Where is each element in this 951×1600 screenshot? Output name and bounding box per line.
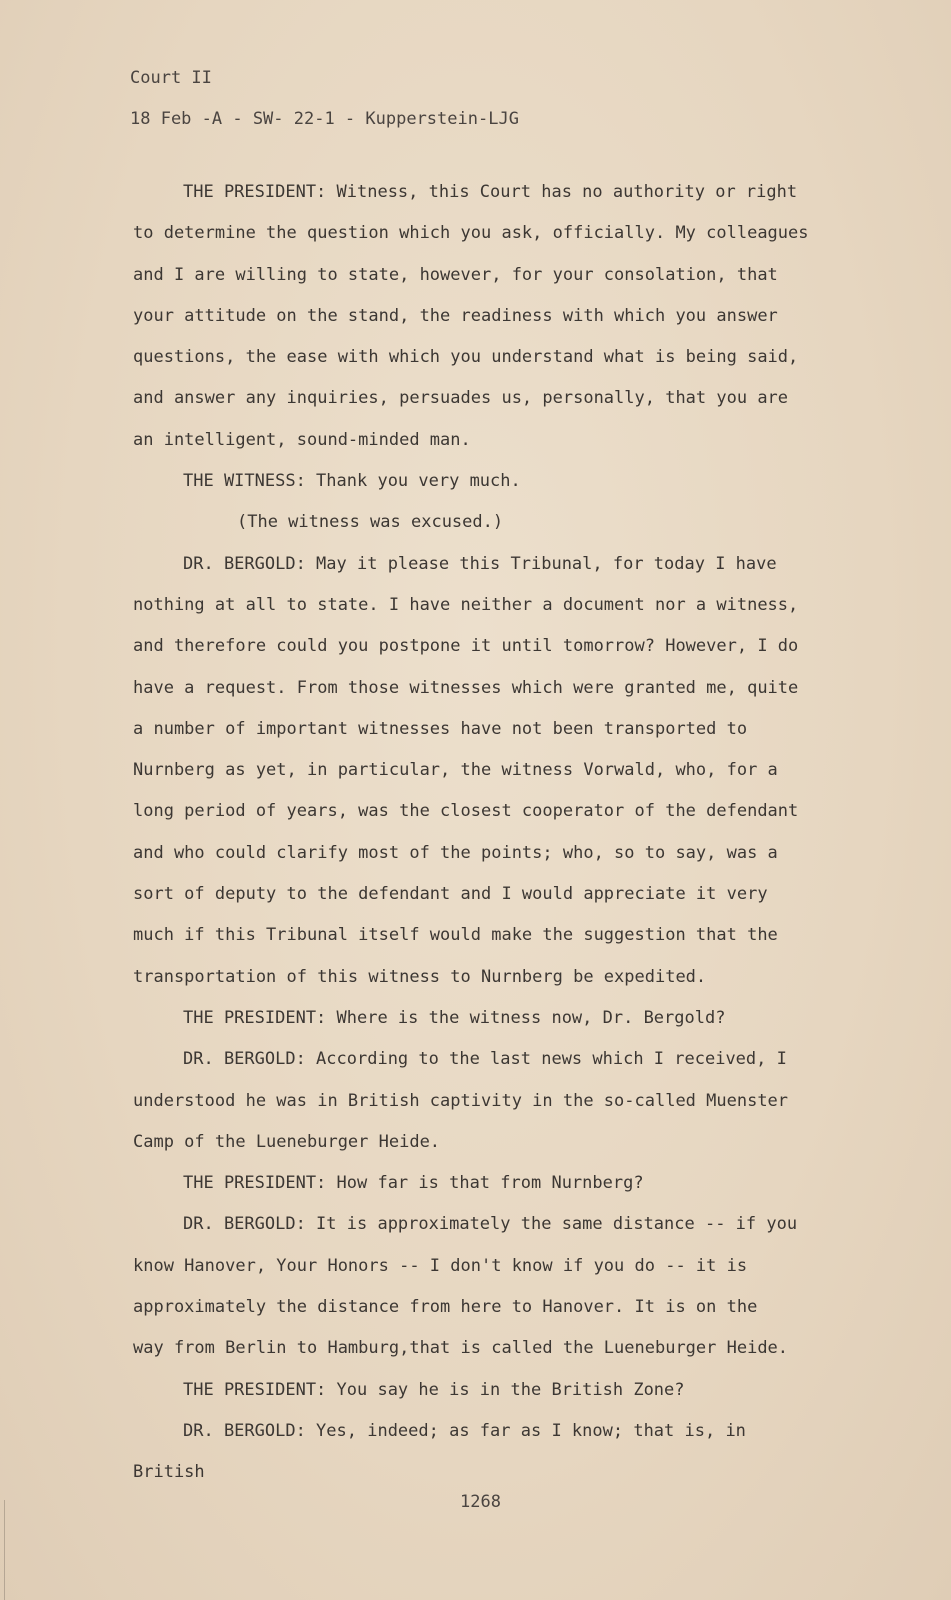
court-label: Court II [130,68,212,88]
transcript-line: THE WITNESS: Thank you very much. [183,471,521,492]
transcript-line: sort of deputy to the defendant and I would appreciate it very [133,884,768,905]
transcript-line: THE PRESIDENT: You say he is in the British Zone? [183,1379,685,1400]
page-edge-mark [4,1500,5,1600]
transcript-line: (The witness was excused.) [237,512,504,533]
transcript-line: DR. BERGOLD: Yes, indeed; as far as I know; that is, in [183,1420,746,1441]
transcript-line: understood he was in British captivity in the so-called Muenster [133,1090,789,1111]
transcript-line: long period of years, was the closest cooperator of the defendant [133,801,799,822]
transcript-line: and answer any inquiries, persuades us, personally, that you are [133,388,789,409]
transcript-line: nothing at all to state. I have neither a document nor a witness, [133,594,799,615]
transcript-line: THE PRESIDENT: Where is the witness now, Dr. Bergold? [183,1007,726,1028]
transcript-line: your attitude on the stand, the readiness with which you answer [133,305,778,326]
document-header [130,58,519,140]
transcript-line: way from Berlin to Hamburg,that is called the Lueneburger Heide. [133,1338,789,1359]
reference-line: 18 Feb -A - SW- 22-1 - Kupperstein-LJG [130,109,519,129]
transcript-line: much if this Tribunal itself would make the suggestion that the [133,925,778,946]
page-number: 1268 [460,1492,501,1512]
transcript-line: THE PRESIDENT: Witness, this Court has no authority or right [183,182,798,202]
transcript-line: DR. BERGOLD: May it please this Tribunal, for today I have [183,553,777,574]
transcript-line: British [133,1462,205,1483]
transcript-line: THE PRESIDENT: How far is that from Nurnberg? [183,1173,644,1194]
transcript-line: and who could clarify most of the points; who, so to say, was a [133,842,778,863]
transcript-line: and I are willing to state, however, for your consolation, that [133,264,778,285]
transcript-line: DR. BERGOLD: According to the last news which I received, I [183,1049,787,1070]
transcript-line: transportation of this witness to Nurnberg be expedited. [133,966,707,987]
transcript-line: questions, the ease with which you understand what is being said, [133,347,799,368]
transcript-line: Camp of the Lueneburger Heide. [133,1131,441,1152]
transcript-line: an intelligent, sound-minded man. [133,429,471,450]
transcript-body [133,172,823,1494]
transcript-line: and therefore could you postpone it until tomorrow? However, I do [133,636,799,657]
transcript-line: a number of important witnesses have not been transported to [133,718,748,739]
transcript-line: Nurnberg as yet, in particular, the witness Vorwald, who, for a [133,760,778,781]
transcript-line: DR. BERGOLD: It is approximately the same distance -- if you [183,1214,798,1235]
transcript-line: know Hanover, Your Honors -- I don't know if you do -- it is [133,1255,748,1276]
transcript-line: approximately the distance from here to Hanover. It is on the [133,1297,758,1318]
transcript-line: have a request. From those witnesses which were granted me, quite [133,677,799,698]
transcript-line: to determine the question which you ask, officially. My colleagues [133,223,809,244]
